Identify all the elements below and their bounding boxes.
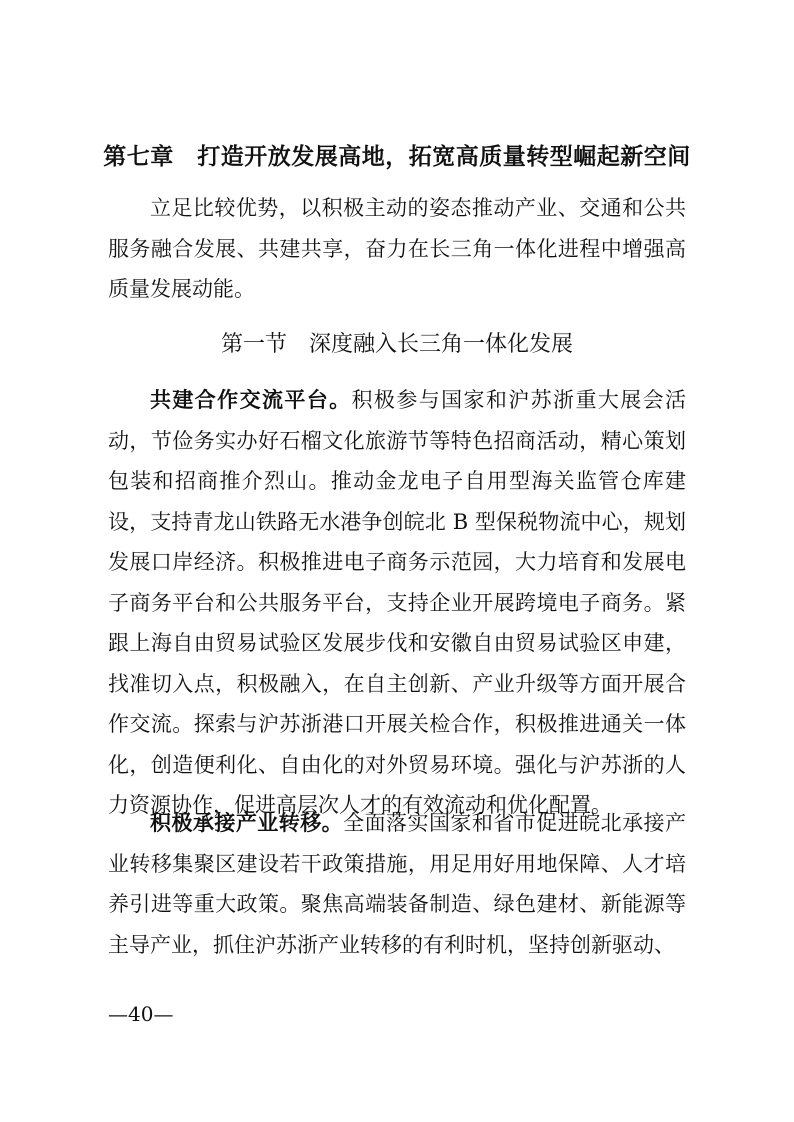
paragraph-text: 全面落实国家和省市促进皖北承接产业转移集聚区建设若干政策措施，用足用好用地保障、人才培养引进等重大政策。聚焦高端装备制造、绿色建材、新能源等主导产业，抓住沪苏浙产业转移的有利时机，坚持创新驱动、 xyxy=(108,811,686,957)
chapter-title: 第七章 打造开放发展高地，拓宽高质量转型崛起新空间 xyxy=(103,144,691,170)
section-title: 第一节 深度融入长三角一体化发展 xyxy=(220,332,573,357)
body-paragraph xyxy=(108,803,686,965)
paragraph-lead: 积极承接产业转移。 xyxy=(150,811,344,835)
intro-paragraph: 立足比较优势，以积极主动的姿态推动产业、交通和公共服务融合发展、共建共享，奋力在长三角一体化进程中增强高质量发展动能。 xyxy=(108,196,686,301)
page-number: —40— xyxy=(108,1002,174,1026)
body-paragraph xyxy=(108,380,686,826)
paragraph-lead: 共建合作交流平台。 xyxy=(150,388,352,412)
paragraph-text: 积极参与国家和沪苏浙重大展会活动，节俭务实办好石榴文化旅游节等特色招商活动，精心策划包装和招商推介烈山。推动金龙电子自用型海关监管仓库建设，支持青龙山铁路无水港争创皖北 B 型保税物流中心，规划发展口岸经济。积极推进电子商务示范园，大力培育和发展电子商务平台和公共服务平台，支持企业开展跨境电子商务。紧跟上海自由贸易试验区发展步伐和安徽自由贸易试验区申建，找准切入点，积极融入，在自主创新、产业升级等方面开展合作交流。探索与沪苏浙港口开展关检合作，积极推进通关一体化，创造便利化、自由化的对外贸易环境。强化与沪苏浙的人力资源协作，促进高层次人才的有效流动和优化配置。 xyxy=(108,388,687,817)
